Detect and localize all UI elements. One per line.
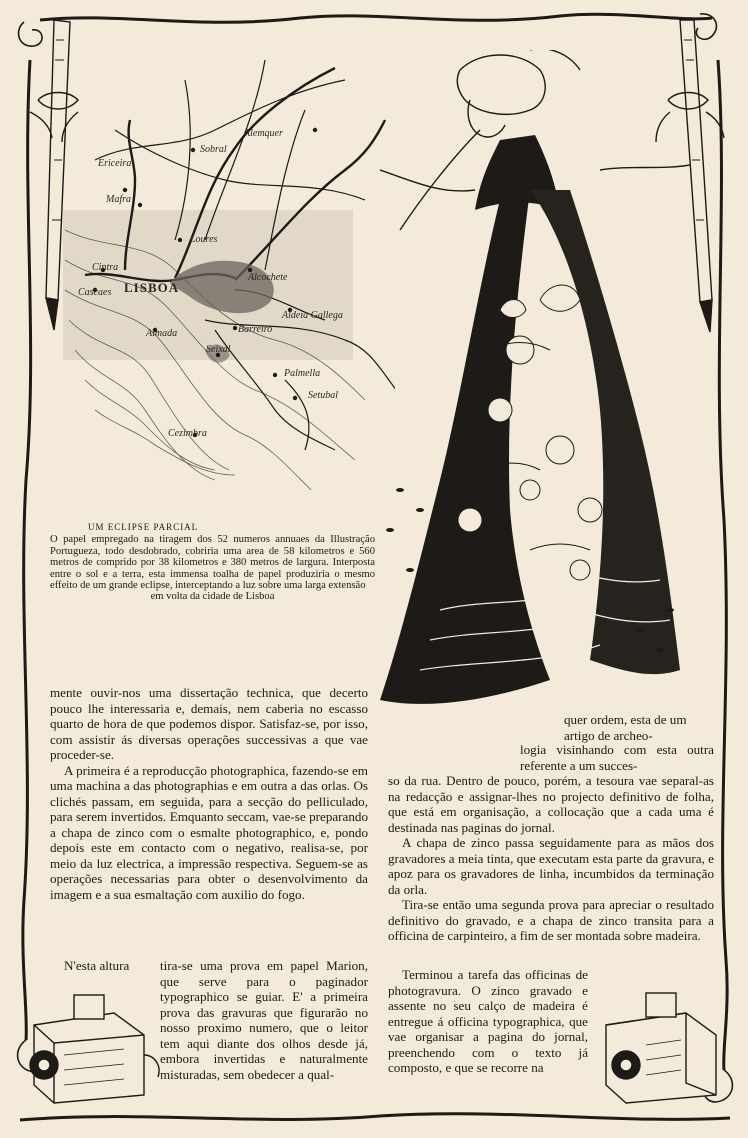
camera-left-illustration bbox=[14, 985, 164, 1105]
map-label-cezimbra: Cezimbra bbox=[168, 428, 207, 439]
article-right-column bbox=[388, 773, 714, 944]
article-right-top-2 bbox=[520, 742, 714, 773]
paragraph: A chapa de zinco passa seguidamente para as mãos dos gravadores a meia tinta, que executam esta parte da gravura, e apoz para os gravadores de linha, incumbidos da terminação da orla. bbox=[388, 835, 714, 897]
paragraph: logia visinhando com esta outra referente a um succes- bbox=[520, 742, 714, 773]
map-label-alemquer: Alemquer bbox=[244, 128, 283, 139]
map-label-loures: Loures bbox=[190, 234, 218, 245]
lead-phrase: N'esta altura bbox=[64, 958, 130, 973]
paragraph: so da rua. Dentro de pouco, porém, a tesoura vae separal-as na redacção e assignar-lhes no projecto definitivo de folha, que está em organisação, a collocação que a cada uma é destinada nas paginas do jornal. bbox=[388, 773, 714, 835]
paragraph: mente ouvir-nos uma dissertação technica, que decerto pouco lhe interessaria e, demais, nem caberia no escasso quarto de hora de que podemos dispor. Satisfaz-se, por isso, com assistir ás diversas operações successivas a que vae proceder-se. bbox=[50, 685, 368, 762]
paragraph: tira-se uma prova em papel Marion, que serve para o paginador typographico se guiar. E' a primeira prova das gravuras que figurarão no nosso proximo numero, que o leitor tem aqui diante dos olhos desde já, embora invertidas e naturalmente misturadas, sem obedecer a qual- bbox=[160, 958, 368, 1082]
map-label-barreiro: Barreiro bbox=[238, 324, 273, 335]
map-label-almada: Almada bbox=[146, 328, 178, 339]
paragraph: quer ordem, esta de um artigo de archeo- bbox=[564, 712, 687, 743]
article-left-lead bbox=[50, 958, 160, 974]
paragraph: Tira-se então uma segunda prova para apreciar o resultado definitivo do gravado, e a chapa de zinco transita para a officina de carpinteiro, a fim de ser montada sobre madeira. bbox=[388, 897, 714, 943]
map-label-alcochete: Alcochete bbox=[248, 272, 288, 283]
map-label-sobral: Sobral bbox=[200, 144, 227, 155]
map-label-ericeira: Ericeira bbox=[98, 158, 132, 169]
caption-title: UM ECLIPSE PARCIAL bbox=[88, 522, 199, 532]
map-label-lisboa: LISBOA bbox=[124, 280, 180, 295]
map-label-setubal: Setubal bbox=[308, 390, 338, 401]
article-right-bottom-column bbox=[388, 967, 588, 1076]
paragraph: Terminou a tarefa das officinas de photogravura. O zinco gravado e assente no seu calço de madeira é entregue á officina typographica, que vae organisar a pagina do jornal, preenchendo com o texto já composto, e que se recorre na bbox=[388, 967, 588, 1075]
map-label-palmella: Palmella bbox=[284, 368, 321, 379]
woman-illustration bbox=[380, 50, 710, 760]
map-label-cintra: Cintra bbox=[92, 262, 119, 273]
paragraph: A primeira é a reproducção photographica, fazendo-se em uma machina a das photographias e em outra a das orlas. Os clichés passam, em seguida, para a secção do pelliculado, para serem invertidos. Emquanto seccam, vae-se preparando a chapa de zinco com o esmalte photographico, e, pondo depois este em contacto com o negativo, realisa-se, por meio da luz electrica, a impressão respectiva. Seguem-se as operações necessarias para obter o desenvolvimento da imagem e a sua esmaltação com auxilio do fogo. bbox=[50, 762, 368, 902]
article-right-top bbox=[564, 712, 714, 743]
map-label-mafra: Mafra bbox=[106, 194, 131, 205]
caption-last-line: em volta da cidade de Lisboa bbox=[150, 591, 275, 603]
map-label-seixal: Seixal bbox=[206, 344, 231, 355]
lisbon-region-map bbox=[55, 20, 395, 490]
article-left-bottom-column bbox=[160, 958, 368, 1082]
caption-body: O papel empregado na tiragem dos 52 numeros annuaes da Illustração Portugueza, todo desdobrado, cobriria uma area de 58 kilometros e 560 metros de comprido por 38 kilometros e 380 metros de largura. Interposta entre o sol e a terra, esta immensa toalha de papel produziria o mesmo effeito de um grande eclipse, interceptando a luz sobre uma larga extensão bbox=[50, 534, 375, 592]
map-label-aldeia-gallega: Aldeia Gallega bbox=[282, 310, 343, 321]
map-caption bbox=[50, 522, 375, 603]
camera-right-illustration bbox=[586, 985, 736, 1105]
map-label-cascaes: Cascaes bbox=[78, 287, 112, 298]
article-left-column bbox=[50, 685, 368, 902]
